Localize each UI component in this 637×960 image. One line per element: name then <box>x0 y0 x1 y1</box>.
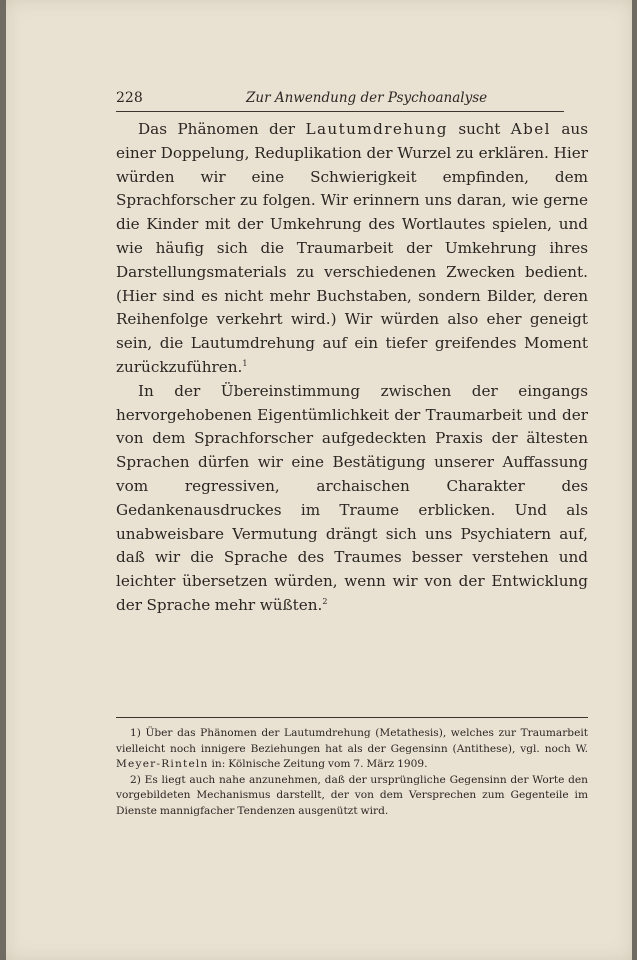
emphasis-lautumdrehung: Lautumdrehung <box>305 120 448 138</box>
footnote-2 <box>116 773 588 820</box>
paragraph-1 <box>116 118 588 380</box>
footnote-1-author: Meyer-Rinteln <box>116 758 209 771</box>
paragraph-1-text-c: aus einer Doppelung, Reduplikation der Wurzel zu erklären. Hier würden wir eine Schwierigkeit empfinden, dem Sprachforscher zu folgen. Wir erinnern uns daran, wie gerne die Kinder mit der Umkehrung des Wortlautes spielen, und wie häufig sich die Traumarbeit der Umkehrung ihres Darstellungsmaterials zu verschiedenen Zwecken bedient. (Hier sind es nicht mehr Buchstaben, sondern Bilder, deren Reihenfolge verkehrt wird.) Wir würden also eher geneigt sein, die Lautumdrehung auf ein tiefer greifendes Moment zurückzuführen. <box>116 120 588 376</box>
footnote-ref-1: 1 <box>242 358 248 368</box>
emphasis-abel: Abel <box>510 120 551 138</box>
running-head: Zur Anwendung der Psychoanalyse <box>246 90 488 106</box>
footnote-2-text: 2) Es liegt auch nahe anzunehmen, daß der ursprüngliche Gegensinn der Worte den vorgebildeten Mechanismus darstellt, der von dem Versprechen zum Gegenteile im Dienste mannigfacher Tendenzen ausgenützt wird. <box>116 773 588 817</box>
footnote-1 <box>116 726 588 773</box>
footnote-1-text-a: 1) Über das Phänomen der Lautumdrehung (Metathesis), welches zur Traumarbeit vielleicht noch innigere Beziehungen hat als der Gegensinn (Antithese), vgl. noch W. <box>116 727 588 755</box>
paragraph-1-text-b: sucht <box>447 120 511 138</box>
footnote-1-text-b: in: Kölnische Zeitung vom 7. März 1909. <box>208 758 428 771</box>
paragraph-1-text-a: Das Phänomen der <box>138 120 306 138</box>
body-text <box>116 118 588 618</box>
footnote-divider <box>116 717 588 718</box>
footnote-ref-2: 2 <box>322 596 328 606</box>
paragraph-2-text: In der Übereinstimmung zwischen der eingangs hervorgehobenen Eigentümlichkeit der Traumarbeit und der von dem Sprachforscher aufgedeckten Praxis der ältesten Sprachen dürfen wir eine Bestätigung unserer Auffassung vom regressiven, archaischen Charakter des Gedankenausdruckes im Traume erblicken. Und als unabweisbare Vermutung drängt sich uns Psychiatern auf, daß wir die Sprache des Traumes besser verstehen und leichter übersetzen würden, wenn wir von der Entwicklung der Sprache mehr wüßten. <box>116 381 588 614</box>
book-page <box>6 0 632 960</box>
page-number: 228 <box>116 90 143 106</box>
paragraph-2 <box>116 380 588 618</box>
footnotes <box>116 726 588 820</box>
page-header <box>116 89 564 112</box>
